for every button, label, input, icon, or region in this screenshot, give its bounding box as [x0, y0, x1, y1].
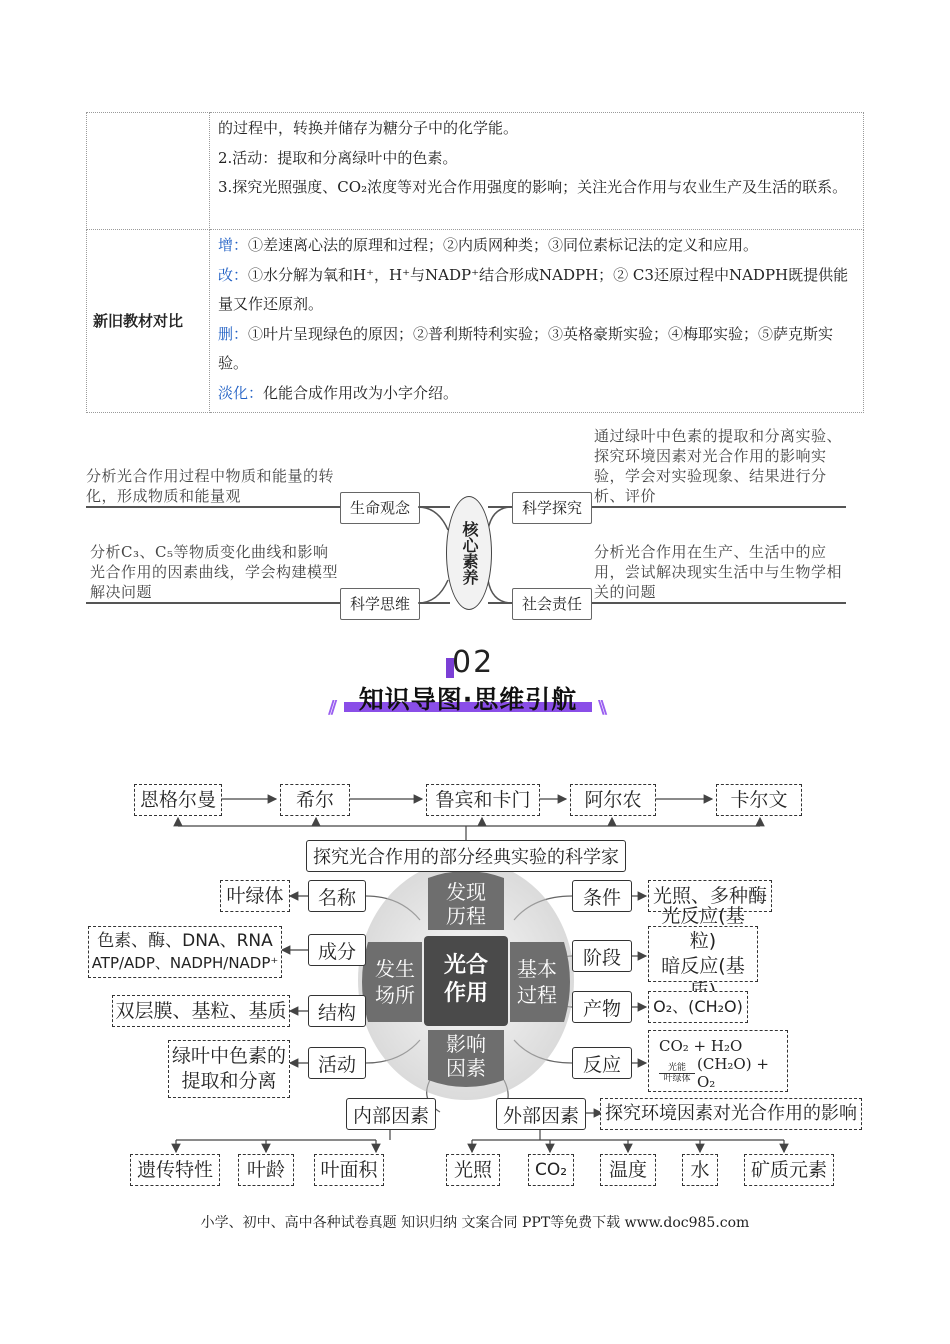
external-factor: 矿质元素 — [744, 1154, 834, 1186]
internal-factor: 叶面积 — [314, 1154, 384, 1186]
weaken-text: 化能合成作用改为小字介绍。 — [263, 383, 459, 402]
value-component: 色素、酶、DNA、RNA ATP/ADP、NADPH/NADP⁺ — [88, 926, 282, 978]
change-text: ①水分解为氧和H⁺，H⁺与NADP⁺结合形成NADPH；② C3还原过程中NADPH既提供能量又作还原剂。 — [218, 265, 849, 313]
delete-key: 删： — [218, 324, 249, 343]
scientist-box: 希尔 — [280, 784, 350, 816]
scientists-title: 探究光合作用的部分经典实验的科学家 — [306, 840, 626, 872]
internal-factor: 遗传特性 — [130, 1154, 220, 1186]
change-key: 改： — [218, 265, 249, 284]
section-number: 02 — [452, 645, 495, 680]
external-factor: 水 — [682, 1154, 718, 1186]
external-factors-label: 外部因素 — [496, 1098, 586, 1130]
quadrant-site: 发生 场所 — [375, 957, 415, 1007]
science-inquiry-label: 科学探究 — [512, 492, 592, 524]
mindmap-center: 光合 作用 — [443, 953, 488, 1006]
delete-text: ①叶片呈现绿色的原因；②普利斯特利实验；③英格豪斯实验；④梅耶实验；⑤萨克斯实验。 — [218, 324, 834, 372]
value-reaction: CO₂ + H₂O 光能 叶绿体 (CH₂O) + O₂ — [648, 1030, 788, 1092]
scientist-box: 阿尔农 — [570, 784, 656, 816]
label-component: 成分 — [308, 934, 366, 966]
label-product: 产物 — [572, 991, 632, 1023]
add-key: 增： — [218, 236, 249, 254]
science-thinking-text: 分析C₃、C₅等物质变化曲线和影响光合作用的因素曲线，学会构建模型解决问题 — [90, 543, 339, 601]
label-reaction: 反应 — [572, 1047, 632, 1079]
quadrant-discovery: 发现 历程 — [446, 880, 486, 928]
label-stage: 阶段 — [572, 940, 632, 972]
label-condition: 条件 — [572, 880, 632, 912]
value-name: 叶绿体 — [220, 880, 290, 912]
value-condition: 光照、多种酶 — [648, 880, 772, 912]
slash-icon: // — [328, 697, 334, 718]
external-factor: 光照 — [446, 1154, 500, 1186]
value-stage: 光反应(基粒) 暗反应(基 — [648, 926, 758, 982]
label-activity: 活动 — [308, 1047, 366, 1079]
row-label: 新旧教材对比 — [87, 230, 210, 413]
section-title: 知识导图·思维引航 — [358, 685, 578, 714]
footer-text: 小学、初中、高中各种试卷真题 知识归纳 文案合同 PPT等免费下载 www.doc985.com — [200, 1215, 750, 1231]
life-concept-label: 生命观念 — [340, 492, 420, 524]
scientist-box: 鲁宾和卡门 — [426, 784, 540, 816]
content-line: 3.探究光照强度、CO₂浓度等对光合作用强度的影响；关注光合作用与农业生产及生活的联系。 — [218, 178, 848, 196]
quadrant-process: 基本 过程 — [517, 957, 557, 1007]
label-name: 名称 — [308, 880, 366, 912]
scientist-box: 卡尔文 — [716, 784, 802, 816]
explore-environment-box: 探究环境因素对光合作用的影响 — [600, 1098, 862, 1130]
scientist-box: 恩格尔曼 — [134, 784, 222, 816]
external-factor: CO₂ — [528, 1154, 574, 1186]
value-structure: 双层膜、基粒、基质 — [112, 995, 290, 1027]
science-inquiry-text: 通过绿叶中色素的提取和分离实验、探究环境因素对光合作用的影响实验，学会对实验现象、结果进行分析、评价 — [594, 427, 843, 505]
social-resp-label: 社会责任 — [512, 588, 592, 620]
internal-factor: 叶龄 — [238, 1154, 294, 1186]
content-line: 2.活动：提取和分离绿叶中的色素。 — [218, 148, 458, 167]
life-concept-text: 分析光合作用过程中物质和能量的转化，形成物质和能量观 — [86, 467, 335, 505]
add-text: ①差速离心法的原理和过程；②内质网种类；③同位素标记法的定义和应用。 — [248, 236, 759, 254]
slash-icon: \\ — [598, 697, 604, 718]
science-thinking-label: 科学思维 — [340, 588, 420, 620]
label-structure: 结构 — [308, 995, 366, 1027]
external-factor: 温度 — [600, 1154, 656, 1186]
quadrant-factors: 影响 因素 — [446, 1032, 486, 1080]
social-resp-text: 分析光合作用在生产、生活中的应用，尝试解决现实生活中与生物学相关的问题 — [594, 543, 843, 601]
internal-factors-label: 内部因素 — [346, 1098, 436, 1130]
content-line: 的过程中，转换并储存为糖分子中的化学能。 — [218, 119, 519, 137]
weaken-key: 淡化： — [218, 383, 264, 402]
core-literacy-center: 核心素养 — [446, 496, 492, 610]
value-activity: 绿叶中色素的 提取和分离 — [168, 1040, 290, 1098]
value-product: O₂、(CH₂O) — [648, 991, 748, 1023]
